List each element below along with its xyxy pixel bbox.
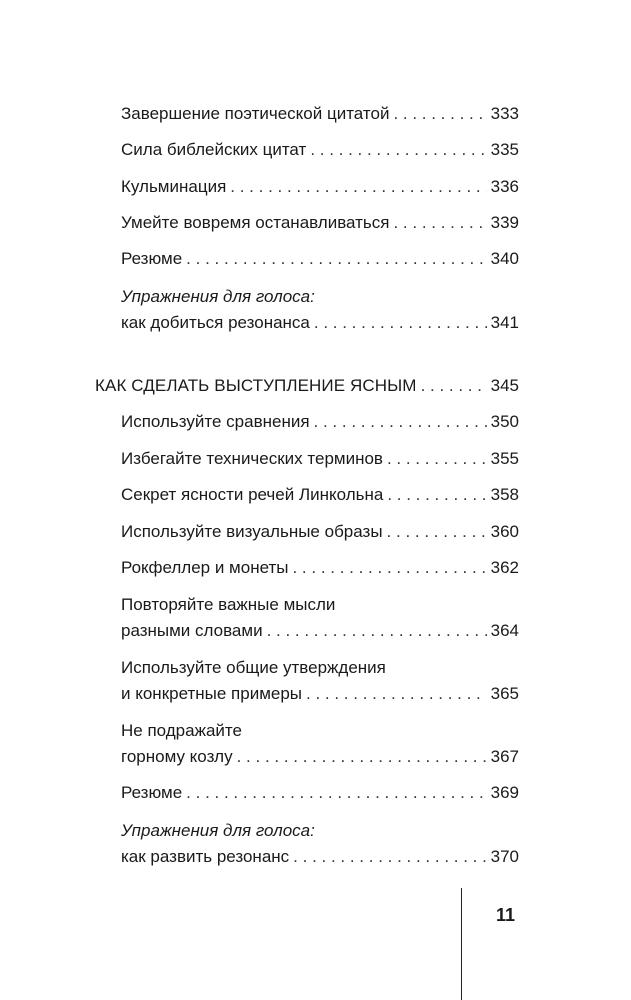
dot-leader [186, 782, 486, 804]
footer-vertical-rule [461, 888, 462, 1000]
page-number: 11 [496, 905, 516, 925]
toc-entry [121, 782, 519, 804]
toc-entry-title: Используйте сравнения [121, 412, 310, 431]
toc-entry-first-line: Используйте общие утверждения [121, 658, 386, 677]
toc-entry [121, 820, 519, 868]
dot-leader [387, 484, 486, 506]
toc-entry-page: 365 [490, 684, 519, 703]
toc-entry-title: горному козлу [121, 747, 233, 766]
dot-leader [306, 683, 487, 705]
toc-entry-page: 333 [490, 104, 519, 123]
dot-leader [393, 103, 486, 125]
dot-leader [293, 846, 486, 868]
toc-entry-title: Умейте вовремя останавливаться [121, 213, 390, 232]
toc-entry-page: 370 [490, 847, 519, 866]
toc-entry-title: разными словами [121, 621, 263, 640]
toc-entry-page: 341 [490, 313, 519, 332]
dot-leader [186, 248, 486, 270]
dot-leader [314, 312, 487, 334]
toc-entry [121, 286, 519, 334]
toc-entry-title: Резюме [121, 783, 183, 802]
toc-entry-first-line: Не подражайте [121, 721, 242, 740]
toc-entry-page: 358 [490, 485, 519, 504]
toc-entry-page: 345 [490, 376, 519, 395]
toc-entry [121, 720, 519, 768]
toc-entry-italic-prefix: Упражнения для голоса: [121, 821, 315, 840]
toc-entry-page: 336 [490, 177, 519, 196]
toc-entry-title: Сила библейских цитат [121, 140, 307, 159]
toc-entry-first-line: Повторяйте важные мысли [121, 595, 336, 614]
toc-entry-page: 339 [490, 213, 519, 232]
toc-entry [121, 657, 519, 705]
toc-entry [121, 139, 519, 161]
toc-entry-title: Рокфеллер и монеты [121, 558, 289, 577]
toc-entry-page: 362 [490, 558, 519, 577]
dot-leader [237, 746, 487, 768]
toc-entry-page: 355 [490, 449, 519, 468]
toc-entry [121, 176, 519, 198]
toc-entry [121, 594, 519, 642]
toc-entry [121, 212, 519, 234]
dot-leader [267, 620, 487, 642]
toc-entry [121, 484, 519, 506]
toc-chapter-title: КАК СДЕЛАТЬ ВЫСТУПЛЕНИЕ ЯСНЫМ [95, 376, 417, 395]
dot-leader [421, 375, 487, 397]
toc-entry-page: 360 [490, 522, 519, 541]
dot-leader [387, 448, 487, 470]
toc-entry [121, 557, 519, 579]
toc-entry-title: Резюме [121, 249, 183, 268]
toc-chapter-entry [95, 375, 519, 397]
toc-entry-title: Завершение поэтической цитатой [121, 104, 390, 123]
toc-entry-title: Избегайте технических терминов [121, 449, 383, 468]
toc-entry-italic-prefix: Упражнения для голоса: [121, 287, 315, 306]
toc-entry-title: как развить резонанс [121, 847, 290, 866]
dot-leader [314, 411, 487, 433]
toc-entry [121, 448, 519, 470]
dot-leader [292, 557, 486, 579]
toc-entry-title: Секрет ясности речей Линкольна [121, 485, 384, 504]
toc-entry [121, 411, 519, 433]
toc-entry-page: 369 [490, 783, 519, 802]
toc-entry-title: Используйте визуальные образы [121, 522, 383, 541]
toc-entry-page: 364 [490, 621, 519, 640]
toc-entry-title: и конкретные примеры [121, 684, 303, 703]
toc-entry-title: Кульминация [121, 177, 227, 196]
toc-entry-page: 340 [490, 249, 519, 268]
dot-leader [387, 521, 487, 543]
toc-entry-page: 335 [490, 140, 519, 159]
toc-entry [121, 521, 519, 543]
toc-entry-title: как добиться резонанса [121, 313, 310, 332]
toc-entry-page: 367 [490, 747, 519, 766]
dot-leader [230, 176, 486, 198]
toc-entry [121, 248, 519, 270]
toc-entry [121, 103, 519, 125]
toc-entry-page: 350 [490, 412, 519, 431]
dot-leader [393, 212, 486, 234]
dot-leader [310, 139, 486, 161]
